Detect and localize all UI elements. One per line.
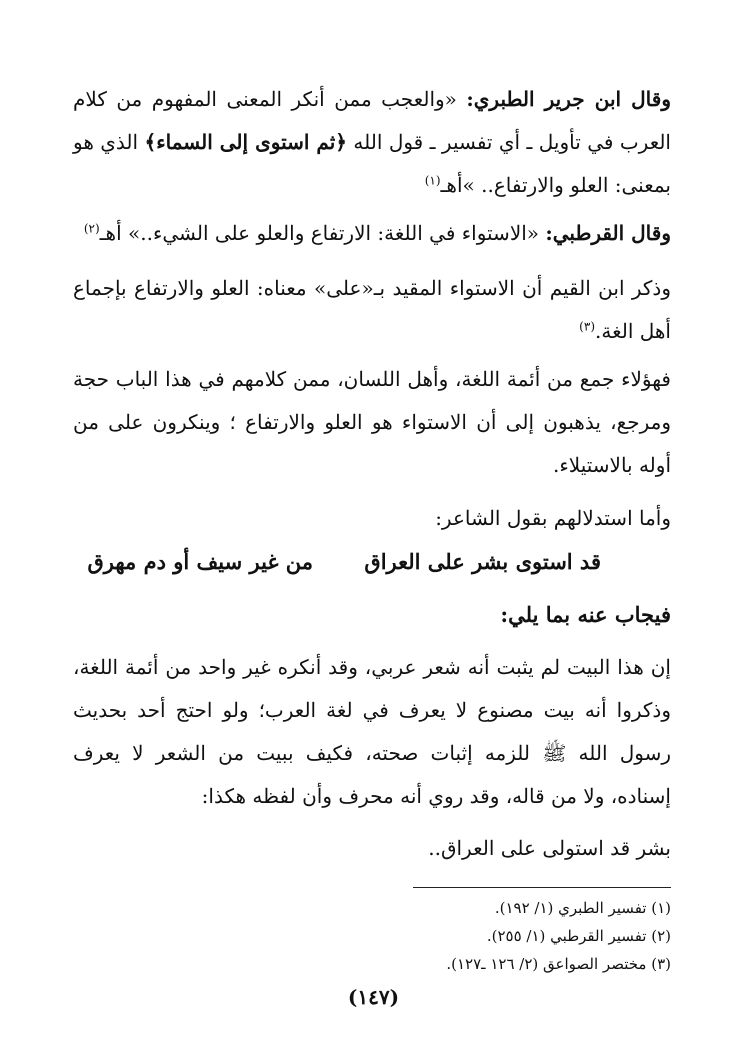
- quran-verse: ﴿ثم استوى إلى السماء﴾: [144, 130, 348, 154]
- qurtubi-quote-text: «الاستواء في اللغة: الارتفاع والعلو على الشيء..» أهـ: [99, 221, 546, 245]
- paragraph-summary: [73, 358, 671, 487]
- footnote-2: (٢) تفسير القرطبي (١/ ٢٥٥).: [486, 927, 671, 945]
- paragraph-variant: [73, 827, 671, 870]
- paragraph-qurtubi: [73, 212, 671, 255]
- footnote-3: (٣) مختصر الصواعق (٢/ ١٢٦ ـ١٢٧).: [446, 955, 671, 973]
- footnote-1: (١) تفسير الطبري (١/ ١٩٢).: [494, 899, 671, 917]
- response-heading: فيجاب عنه بما يلي:: [500, 602, 671, 627]
- footnote-ref-2: (٢): [83, 221, 100, 236]
- summary-text: فهؤلاء جمع من أئمة اللغة، وأهل اللسان، ممن كلامهم في هذا الباب حجة ومرجع، يذهبون إلى أن الاستواء هو العلو والارتفاع ؛ وينكرون على من أوله بالاستيلاء.: [73, 367, 671, 477]
- paragraph-poet-intro: [73, 497, 671, 540]
- speaker-tabari: وقال ابن جرير الطبري:: [466, 87, 671, 111]
- page-number: (١٤٧): [347, 985, 400, 1009]
- verse-second-hemistich: من غير سيف أو دم مهرق: [87, 549, 313, 574]
- poet-intro-text: وأما استدلالهم بقول الشاعر:: [435, 506, 671, 530]
- footnote-divider: [413, 887, 671, 888]
- variant-text: بشر قد استولى على العراق..: [428, 836, 671, 860]
- footnote-ref-1: (١): [424, 173, 441, 188]
- footnote-ref-3: (٣): [579, 319, 595, 334]
- tabari-quote-end: الذي هو بمعنى: العلو والارتفاع.. »أهـ: [73, 130, 671, 197]
- paragraph-tabari: [73, 78, 671, 207]
- paragraph-ibn-qayyim: [73, 267, 671, 353]
- ibn-qayyim-text: وذكر ابن القيم أن الاستواء المقيد بـ«على» معناه: العلو والارتفاع بإجماع أهل الغة.: [73, 276, 671, 343]
- verse-first-hemistich: قد استوى بشر على العراق: [364, 549, 601, 574]
- paragraph-response: [73, 646, 671, 818]
- tabari-quote-text: «والعجب ممن أنكر المعنى المفهوم من كلام العرب في تأويل ـ أي تفسير ـ قول الله: [73, 87, 671, 154]
- speaker-qurtubi: وقال القرطبي:: [545, 221, 671, 245]
- response-text: إن هذا البيت لم يثبت أنه شعر عربي، وقد أنكره غير واحد من أئمة اللغة، وذكروا أنه بيت مصنوع لا يعرف في لغة العرب؛ ولو احتج أحد بحديث رسول الله ﷺ للزمه إثبات صحته، فكيف ببيت من الشعر لا يعرف إسناده، ولا من قاله، وقد روي أنه محرف وأن لفظه هكذا:: [73, 655, 671, 808]
